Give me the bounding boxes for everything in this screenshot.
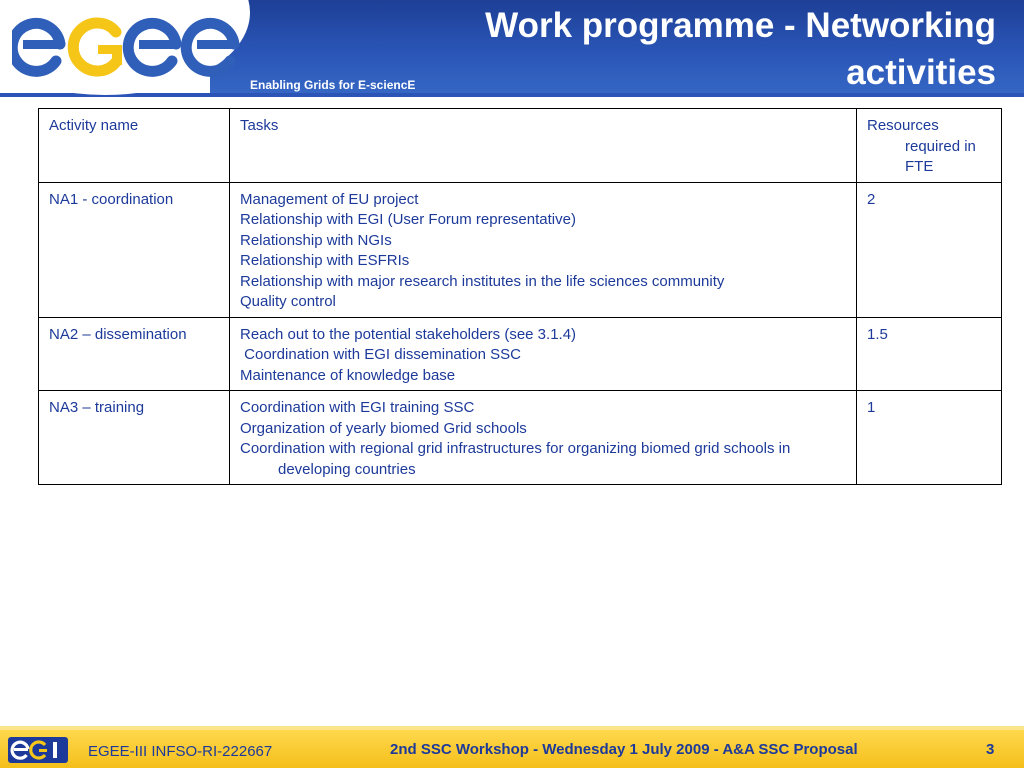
work-programme-table — [38, 108, 1002, 485]
table-row — [39, 182, 1002, 317]
table-header-row — [39, 109, 1002, 183]
footer-event: 2nd SSC Workshop - Wednesday 1 July 2009 - A&A SSC Proposal — [390, 741, 858, 758]
slide-footer — [0, 720, 1024, 768]
task-item: Reach out to the potential stakeholders (see 3.1.4) — [240, 325, 577, 343]
header-tagline: Enabling Grids for E-sciencE — [250, 78, 416, 92]
task-item: Coordination with EGI training SSC — [240, 399, 475, 416]
resources-cell: 1.5 — [857, 317, 1002, 391]
egee-logo-letter-e2 — [128, 23, 179, 71]
egee-logo — [12, 14, 242, 80]
resources-cell: 2 — [857, 182, 1002, 317]
footer-project-id: EGEE-III INFSO-RI-222667 — [88, 743, 273, 760]
egee-logo-letter-e1 — [12, 23, 63, 71]
page-number: 3 — [986, 741, 995, 758]
slide-title: Work programme - Networking activities — [485, 6, 996, 92]
header-cell-activity-name: Activity name — [39, 109, 230, 183]
task-item: Maintenance of knowledge base — [240, 366, 456, 384]
tasks-cell — [230, 391, 857, 485]
task-item: Coordination with EGI dissemination SSC — [240, 346, 521, 363]
task-item: Coordination with regional grid infrastructures for organizing biomed grid schools in developing countries — [240, 440, 791, 478]
header-cell-tasks: Tasks — [230, 109, 857, 183]
slide-header — [0, 0, 1024, 100]
task-item: Relationship with major research institutes in the life sciences community — [240, 272, 725, 290]
task-item: Organization of yearly biomed Grid schools — [240, 419, 527, 437]
egi-logo — [8, 737, 68, 763]
task-item: Relationship with NGIs — [240, 231, 392, 249]
task-item: Relationship with ESFRIs — [240, 252, 410, 269]
task-item: Quality control — [240, 293, 336, 310]
table-row — [39, 317, 1002, 391]
resources-cell: 1 — [857, 391, 1002, 485]
activity-name-cell: NA2 – dissemination — [39, 317, 230, 391]
activity-name-cell: NA1 - coordination — [39, 182, 230, 317]
task-item: Management of EU project — [240, 190, 419, 208]
egee-logo-letter-e3 — [186, 23, 237, 71]
activity-name-cell: NA3 – training — [39, 391, 230, 485]
table-row — [39, 391, 1002, 485]
tasks-cell — [230, 182, 857, 317]
egee-logo-letter-g — [73, 23, 122, 71]
header-cell-resources — [857, 109, 1002, 183]
header-resources-label: Resources required in FTE — [867, 117, 976, 175]
task-item: Relationship with EGI (User Forum representative) — [240, 211, 576, 228]
tasks-cell — [230, 317, 857, 391]
